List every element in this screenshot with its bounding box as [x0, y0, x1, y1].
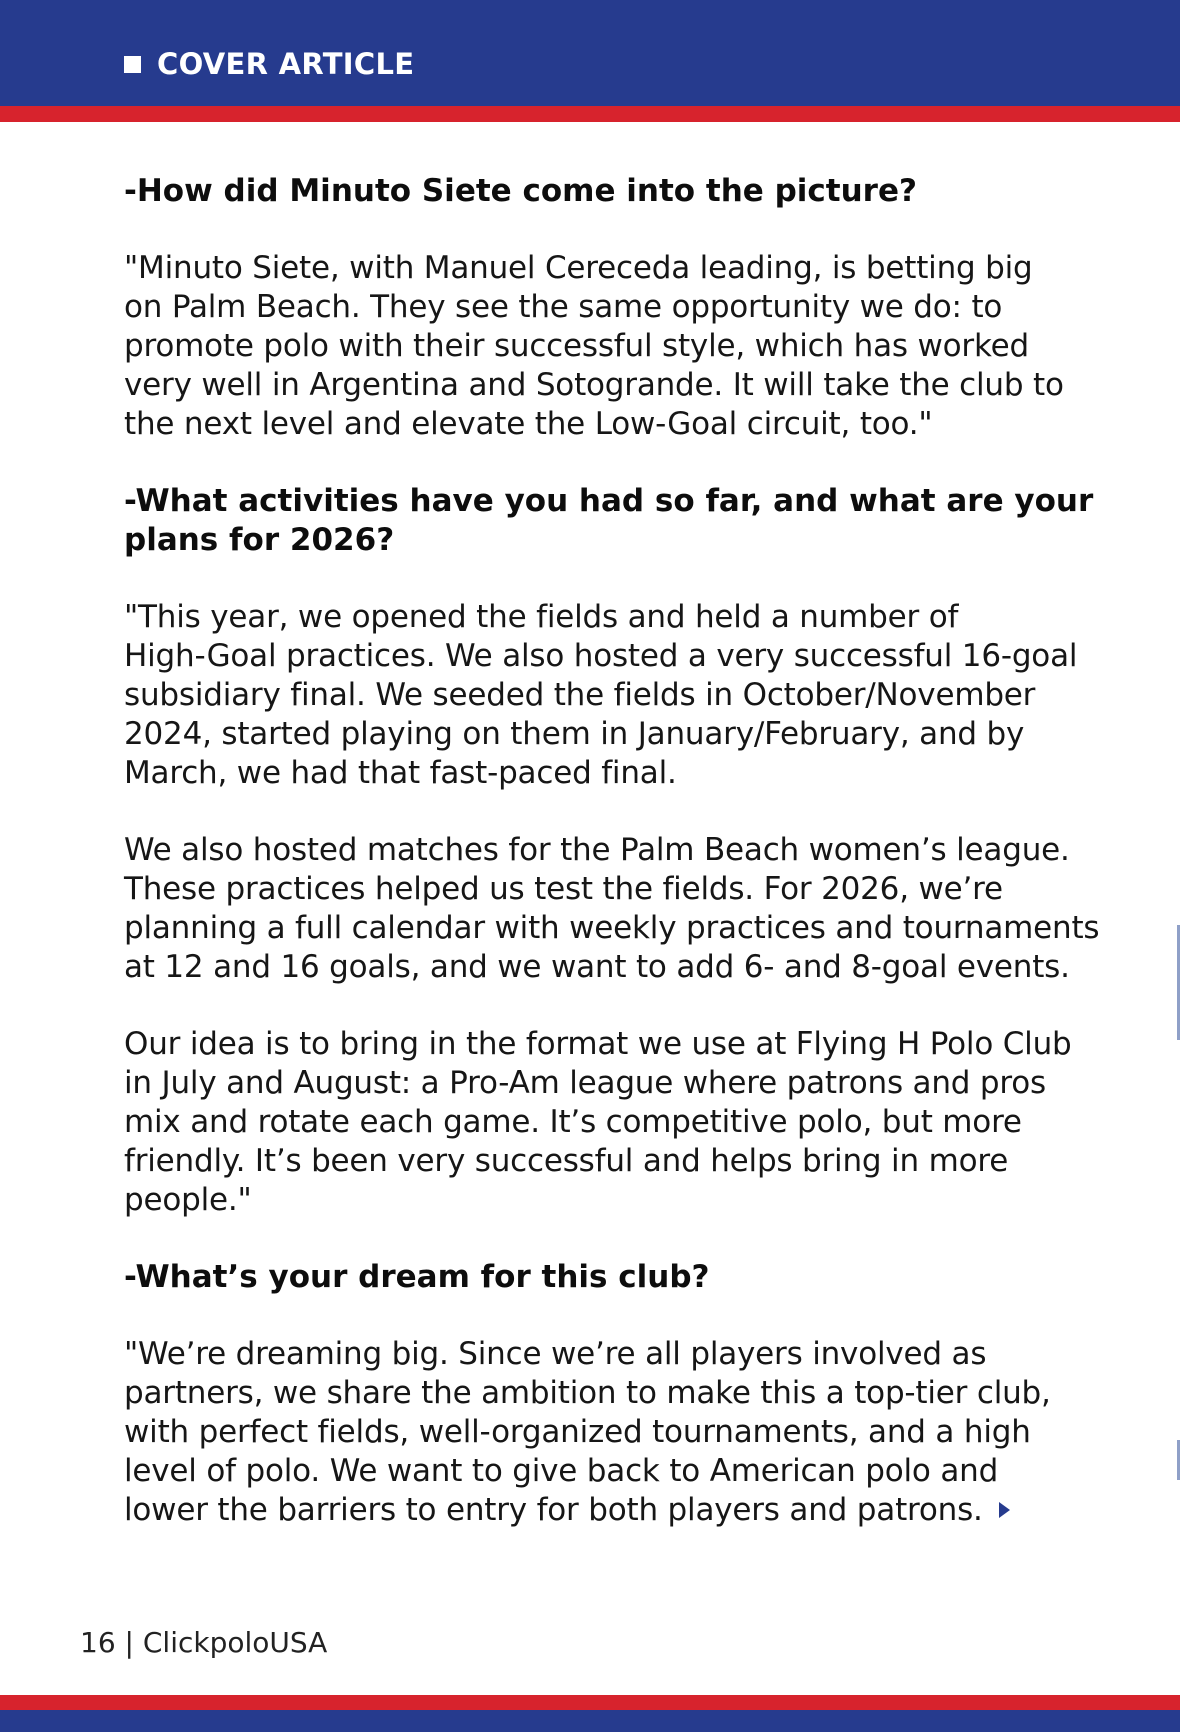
- answer-3-line: We also hosted matches for the Palm Beach women’s league.: [124, 832, 1070, 868]
- triangle-right-icon: [999, 1502, 1010, 1518]
- answer-3-line: planning a full calendar with weekly practices and tournaments: [124, 910, 1100, 946]
- answer-2: [124, 598, 1084, 793]
- answer-1-line: the next level and elevate the Low-Goal circuit, too.": [124, 406, 933, 442]
- answer-5-line: level of polo. We want to give back to American polo and: [124, 1453, 999, 1489]
- answer-1-line: promote polo with their successful style, which has worked: [124, 328, 1029, 364]
- answer-3-line: at 12 and 16 goals, and we want to add 6- and 8-goal events.: [124, 949, 1070, 985]
- question-3: -What’s your dream for this club?: [124, 1259, 710, 1295]
- answer-4-line: people.": [124, 1182, 252, 1218]
- answer-2-line: March, we had that fast-paced final.: [124, 755, 677, 791]
- answer-2-line: 2024, started playing on them in January/February, and by: [124, 716, 1025, 752]
- answer-4: [124, 1025, 1084, 1220]
- answer-4-line: friendly. It’s been very successful and helps bring in more: [124, 1143, 1009, 1179]
- square-icon: [124, 56, 141, 73]
- header-red-stripe: [0, 106, 1180, 122]
- footer-band: [0, 1710, 1180, 1732]
- page-footer: 16 | ClickpoloUSA: [80, 1626, 328, 1659]
- answer-4-line: in July and August: a Pro-Am league where patrons and pros: [124, 1065, 1046, 1101]
- answer-4-line: mix and rotate each game. It’s competitive polo, but more: [124, 1104, 1022, 1140]
- question-2: -What activities have you had so far, and what are your plans for 2026?: [124, 483, 1094, 558]
- answer-5: [124, 1335, 1084, 1530]
- answer-2-line: High-Goal practices. We also hosted a very successful 16-goal: [124, 638, 1078, 674]
- answer-5-last-line: lower the barriers to entry for both players and patrons.: [124, 1491, 1084, 1530]
- answer-1: [124, 249, 1084, 444]
- answer-5-line: partners, we share the ambition to make this a top-tier club,: [124, 1375, 1051, 1411]
- question-1: -How did Minuto Siete come into the picture?: [124, 173, 917, 209]
- answer-1-line: very well in Argentina and Sotogrande. It will take the club to: [124, 367, 1064, 403]
- answer-3: [124, 831, 1100, 987]
- answer-1-line: on Palm Beach. They see the same opportunity we do: to: [124, 289, 1003, 325]
- answer-4-line: Our idea is to bring in the format we use at Flying H Polo Club: [124, 1026, 1072, 1062]
- answer-2-line: subsidiary final. We seeded the fields in October/November: [124, 677, 1036, 713]
- section-label-text: COVER ARTICLE: [157, 47, 415, 81]
- section-label: [124, 47, 415, 81]
- answer-2-line: "This year, we opened the fields and held a number of: [124, 599, 959, 635]
- article-body: [124, 172, 1100, 1568]
- answer-1-line: "Minuto Siete, with Manuel Cereceda leading, is betting big: [124, 250, 1033, 286]
- footer-red-stripe: [0, 1695, 1180, 1710]
- answer-5-line: "We’re dreaming big. Since we’re all players involved as: [124, 1336, 987, 1372]
- answer-5-line: with perfect fields, well-organized tournaments, and a high: [124, 1414, 1031, 1450]
- answer-3-line: These practices helped us test the fields. For 2026, we’re: [124, 871, 1003, 907]
